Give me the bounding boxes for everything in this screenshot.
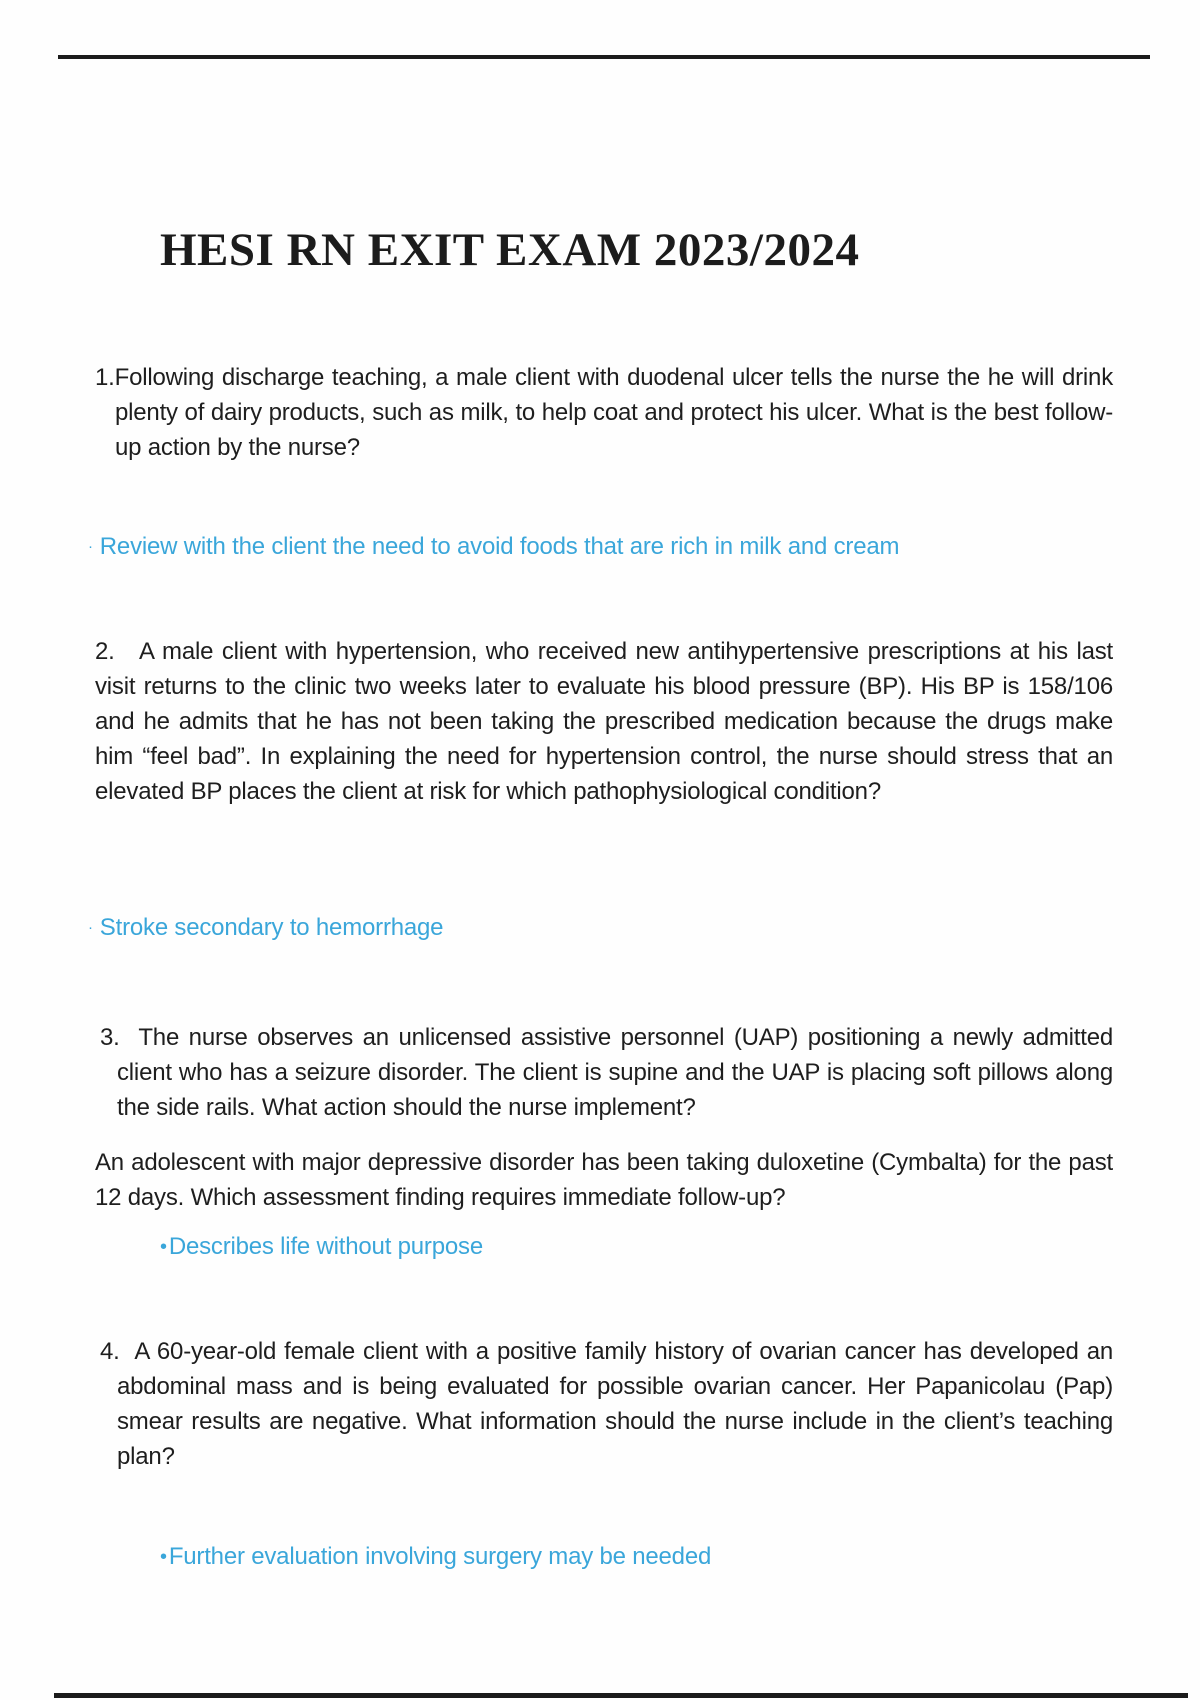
answer-3-text: Describes life without purpose bbox=[168, 1233, 483, 1260]
bottom-divider-line bbox=[54, 1693, 1188, 1698]
question-3: 3. The nurse observes an unlicensed assistive personnel (UAP) positioning a newly admitted client who has a seizure disorder. The client is supine and the UAP is placing soft pillows along the side rails. What action should the nurse implement? bbox=[100, 1024, 1120, 1121]
dot-icon: · bbox=[88, 919, 93, 936]
answer-3 bbox=[160, 1229, 483, 1265]
bullet-icon: • bbox=[160, 1546, 167, 1568]
top-divider-line bbox=[58, 55, 1150, 59]
question-4: 4. A 60-year-old female client with a positive family history of ovarian cancer has developed an abdominal mass and is being evaluated for possible ovarian cancer. Her Papanicolau (Pap) smear results are negative. What information should the nurse include in the client’s teaching plan? bbox=[100, 1338, 1120, 1470]
answer-1-text: Review with the client the need to avoid foods that are rich in milk and cream bbox=[99, 533, 900, 560]
dot-icon: · bbox=[88, 538, 93, 555]
page-title: HESI RN EXIT EXAM 2023/2024 bbox=[160, 224, 860, 277]
answer-2-text: Stroke secondary to hemorrhage bbox=[99, 914, 444, 941]
bullet-icon: • bbox=[160, 1236, 167, 1258]
answer-4-text: Further evaluation involving surgery may be needed bbox=[168, 1543, 712, 1570]
question-2: 2. A male client with hypertension, who received new antihypertensive prescriptions at his last visit returns to the clinic two weeks later to evaluate his blood pressure (BP). His BP is 158/106 and he admits that he has not been taking the prescribed medication because the drugs make him “feel bad”. In explaining the need for hypertension control, the nurse should stress that an elevated BP places the client at risk for which pathophysiological condition? bbox=[95, 638, 1120, 805]
question-1: 1.Following discharge teaching, a male client with duodenal ulcer tells the nurse the he will drink plenty of dairy products, such as milk, to help coat and protect his ulcer. What is the best follow-up action by the nurse? bbox=[95, 364, 1120, 461]
answer-2 bbox=[88, 910, 443, 945]
question-adolescent: An adolescent with major depressive disorder has been taking duloxetine (Cymbalta) for the past 12 days. Which assessment finding requires immediate follow-up? bbox=[95, 1149, 1120, 1211]
answer-4 bbox=[160, 1539, 711, 1575]
answer-1 bbox=[88, 529, 899, 564]
